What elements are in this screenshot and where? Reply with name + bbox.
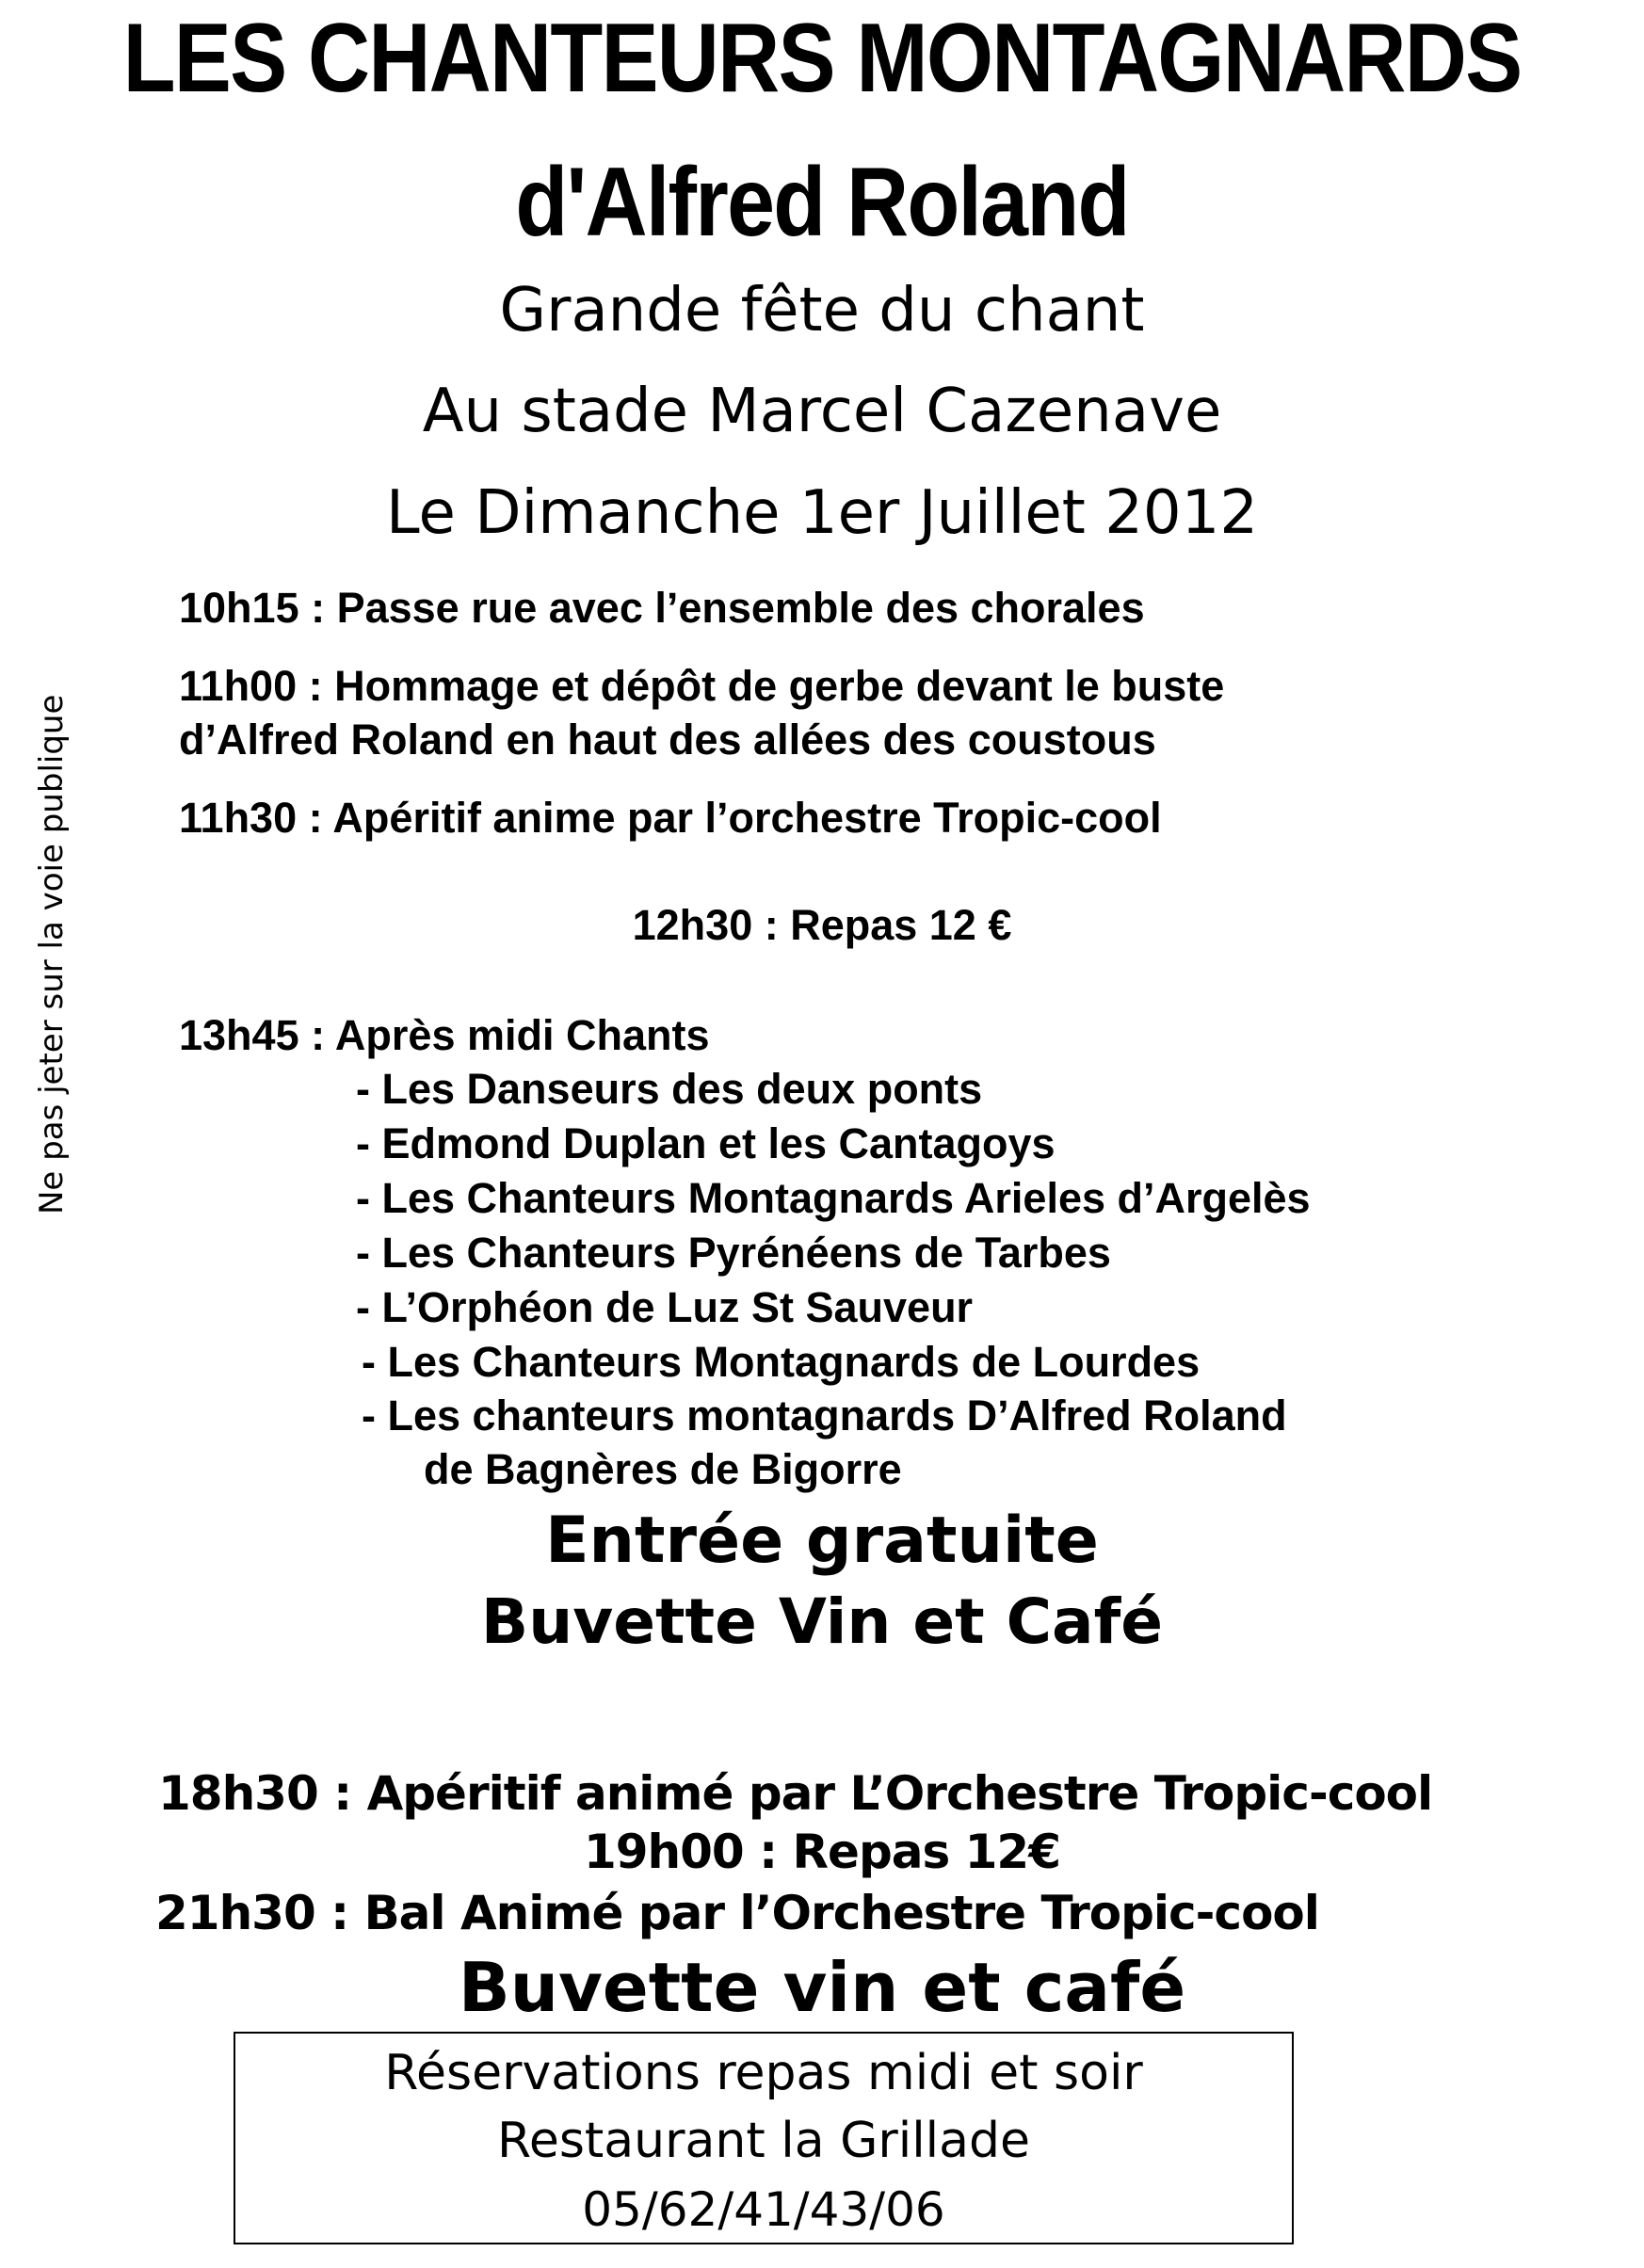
choir-item: - Les Chanteurs Pyrénéens de Tarbes: [356, 1229, 1111, 1277]
schedule-item-1230: 12h30 : Repas 12 €: [632, 901, 1012, 949]
evening-item-2130: 21h30 : Bal Animé par l’Orchestre Tropic-cool: [155, 1886, 1319, 1940]
event-location: Au stade Marcel Cazenave: [422, 377, 1222, 446]
choir-item: - Les Chanteurs Montagnards de Lourdes: [362, 1338, 1201, 1386]
reservation-phone: 05/62/41/43/06: [582, 2182, 945, 2237]
bar-notice-evening: Buvette vin et café: [458, 1948, 1186, 2027]
schedule-item-1345: 13h45 : Après midi Chants: [179, 1011, 710, 1059]
choir-item: - Les Danseurs des deux ponts: [356, 1065, 983, 1113]
choir-item: - Les Chanteurs Montagnards Arieles d’Argelès: [356, 1174, 1311, 1222]
choir-item-cont: de Bagnères de Bigorre: [424, 1445, 902, 1493]
schedule-item-1100-cont: d’Alfred Roland en haut des allées des coustous: [179, 716, 1156, 764]
reservation-restaurant: Restaurant la Grillade: [497, 2113, 1030, 2169]
evening-item-1900: 19h00 : Repas 12€: [583, 1825, 1061, 1879]
choir-item: - Edmond Duplan et les Cantagoys: [356, 1119, 1056, 1167]
poster-title-line2: d'Alfred Roland: [515, 148, 1129, 257]
choir-item: - Les chanteurs montagnards D’Alfred Roland: [362, 1391, 1287, 1440]
side-note: Ne pas jeter sur la voie publique: [33, 694, 71, 1214]
bar-notice: Buvette Vin et Café: [480, 1585, 1164, 1658]
schedule-item-1130: 11h30 : Apéritif anime par l’orchestre Tropic-cool: [179, 794, 1162, 842]
schedule-item-1100: 11h00 : Hommage et dépôt de gerbe devant le buste: [179, 662, 1225, 710]
schedule-item-1015: 10h15 : Passe rue avec l’ensemble des chorales: [179, 584, 1145, 632]
reservation-title: Réservations repas midi et soir: [384, 2045, 1143, 2101]
event-date: Le Dimanche 1er Juillet 2012: [385, 478, 1259, 548]
free-entry-notice: Entrée gratuite: [545, 1504, 1099, 1578]
choir-item: - L’Orphéon de Luz St Sauveur: [356, 1283, 974, 1331]
event-name: Grande fête du chant: [499, 276, 1145, 346]
evening-item-1830: 18h30 : Apéritif animé par L’Orchestre Tropic-cool: [158, 1766, 1433, 1821]
poster-title: LES CHANTEURS MONTAGNARDS: [122, 4, 1522, 113]
reservation-box: [234, 2032, 1294, 2244]
